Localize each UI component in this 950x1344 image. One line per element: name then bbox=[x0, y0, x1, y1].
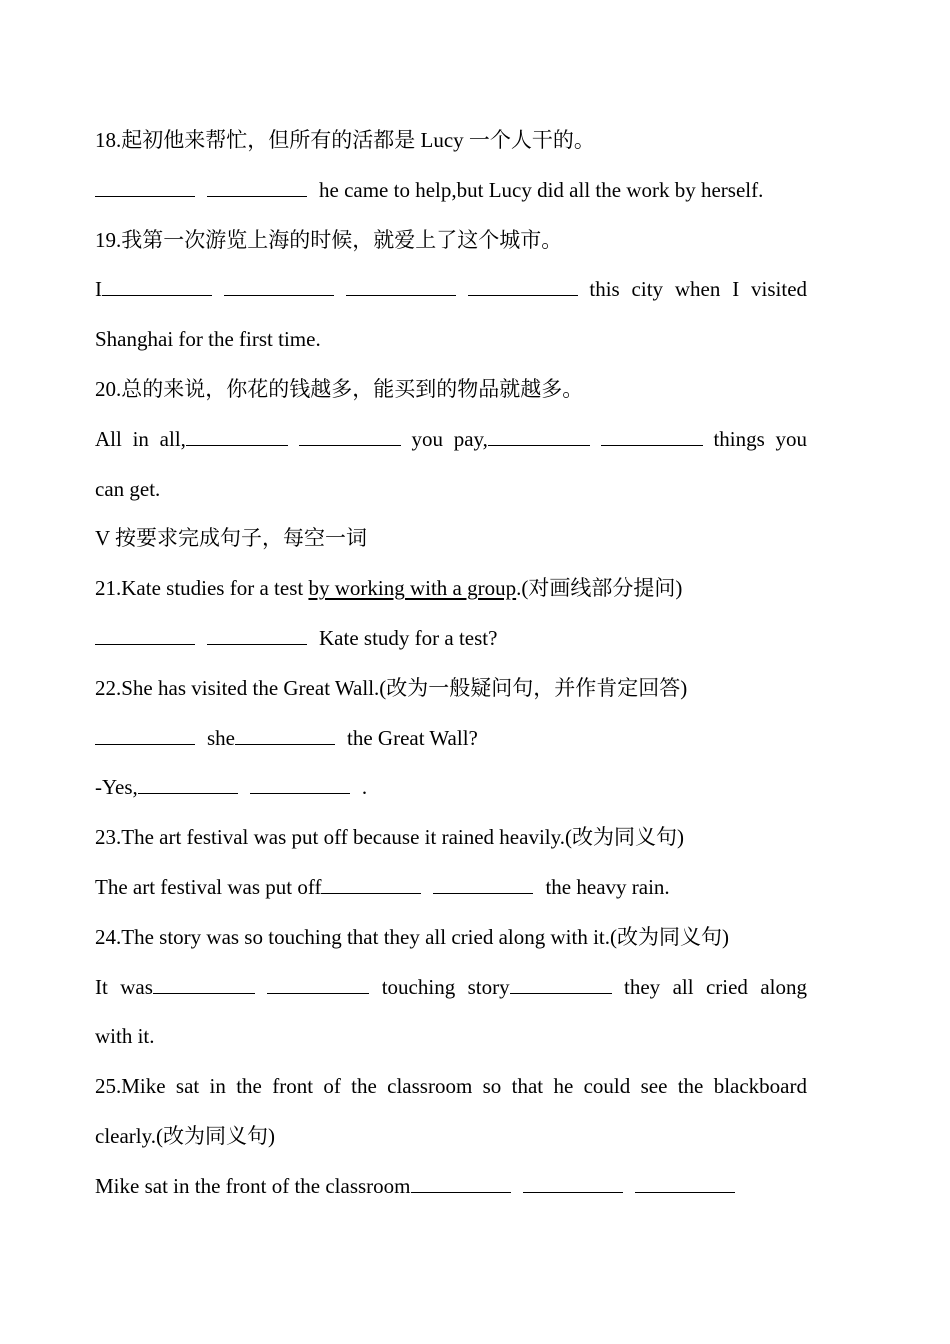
question-19-answer-line2: Shanghai for the first time. bbox=[95, 327, 321, 352]
answer-blank[interactable] bbox=[433, 875, 533, 894]
section-heading: V 按要求完成句子，每空一词 bbox=[95, 526, 368, 551]
answer-blank[interactable] bbox=[411, 1174, 511, 1193]
question-22-reply bbox=[95, 763, 807, 813]
answer-text: he came to help,but Lucy did all the work by herself. bbox=[319, 177, 764, 202]
question-18-prompt: 18.起初他来帮忙，但所有的活都是 Lucy 一个人干的。 bbox=[95, 128, 595, 152]
answer-blank[interactable] bbox=[635, 1174, 735, 1193]
answer-blank[interactable] bbox=[267, 975, 369, 994]
answer-blank[interactable] bbox=[488, 427, 590, 446]
answer-blank[interactable] bbox=[523, 1174, 623, 1193]
answer-blank[interactable] bbox=[468, 277, 578, 296]
answer-text: Mike sat in the front of the classroom bbox=[95, 1173, 411, 1198]
question-20-answer bbox=[95, 415, 807, 465]
answer-text: the heavy rain. bbox=[545, 874, 670, 899]
answer-text: Kate study for a test? bbox=[319, 625, 498, 650]
answer-text: you pay, bbox=[411, 426, 488, 451]
question-20-prompt: 20.总的来说，你花的钱越多，能买到的物品就越多。 bbox=[95, 376, 584, 401]
question-24-prompt: 24.The story was so touching that they all cried along with it.(改为同义句) bbox=[95, 924, 729, 949]
answer-blank[interactable] bbox=[207, 178, 307, 197]
answer-blank[interactable] bbox=[235, 726, 335, 745]
question-21-answer bbox=[95, 614, 807, 664]
question-23-prompt: 23.The art festival was put off because it rained heavily.(改为同义句) bbox=[95, 825, 684, 850]
question-19-answer bbox=[95, 265, 807, 315]
answer-blank[interactable] bbox=[299, 427, 401, 446]
answer-text: I bbox=[95, 277, 102, 302]
question-20-answer-line2: can get. bbox=[95, 476, 161, 501]
answer-blank[interactable] bbox=[186, 427, 288, 446]
answer-text: The art festival was put off bbox=[95, 874, 322, 899]
answer-blank[interactable] bbox=[153, 975, 255, 994]
answer-blank[interactable] bbox=[95, 626, 195, 645]
answer-blank[interactable] bbox=[250, 775, 350, 794]
answer-text: All in all, bbox=[95, 426, 186, 451]
answer-blank[interactable] bbox=[102, 277, 212, 296]
answer-blank[interactable] bbox=[138, 775, 238, 794]
question-21-prompt bbox=[95, 564, 807, 614]
answer-blank[interactable] bbox=[510, 975, 612, 994]
answer-blank[interactable] bbox=[346, 277, 456, 296]
answer-text: the Great Wall? bbox=[347, 725, 478, 750]
exercise-content bbox=[95, 116, 807, 1212]
answer-text: -Yes, bbox=[95, 775, 138, 800]
prompt-text: .(对画线部分提问) bbox=[516, 576, 683, 601]
answer-text: this city when I visited bbox=[589, 277, 808, 302]
question-22-prompt: 22.She has visited the Great Wall.(改为一般疑问句，并作肯定回答) bbox=[95, 675, 688, 700]
answer-text: . bbox=[361, 775, 368, 800]
answer-blank[interactable] bbox=[95, 726, 195, 745]
question-25-prompt-line2: clearly.(改为同义句) bbox=[95, 1123, 275, 1148]
question-24-answer bbox=[95, 963, 807, 1013]
question-19-prompt: 19.我第一次游览上海的时候，就爱上了这个城市。 bbox=[95, 227, 563, 252]
question-23-answer bbox=[95, 863, 807, 913]
prompt-text: 21.Kate studies for a test bbox=[95, 576, 309, 601]
underlined-phrase: by working with a group bbox=[308, 576, 517, 601]
answer-blank[interactable] bbox=[601, 427, 703, 446]
question-24-answer-line2: with it. bbox=[95, 1024, 155, 1049]
question-18-answer bbox=[95, 166, 807, 216]
answer-blank[interactable] bbox=[321, 875, 421, 894]
answer-blank[interactable] bbox=[95, 178, 195, 197]
answer-text: It was bbox=[95, 974, 153, 999]
answer-text: she bbox=[207, 725, 235, 750]
question-25-answer bbox=[95, 1162, 807, 1212]
answer-text: they all cried along bbox=[624, 974, 807, 999]
question-22-answer bbox=[95, 714, 807, 764]
answer-blank[interactable] bbox=[224, 277, 334, 296]
question-25-prompt: 25.Mike sat in the front of the classroom so that he could see the blackboard bbox=[95, 1074, 807, 1099]
answer-text: touching story bbox=[381, 974, 510, 999]
answer-text: things you bbox=[713, 426, 808, 451]
answer-blank[interactable] bbox=[207, 626, 307, 645]
